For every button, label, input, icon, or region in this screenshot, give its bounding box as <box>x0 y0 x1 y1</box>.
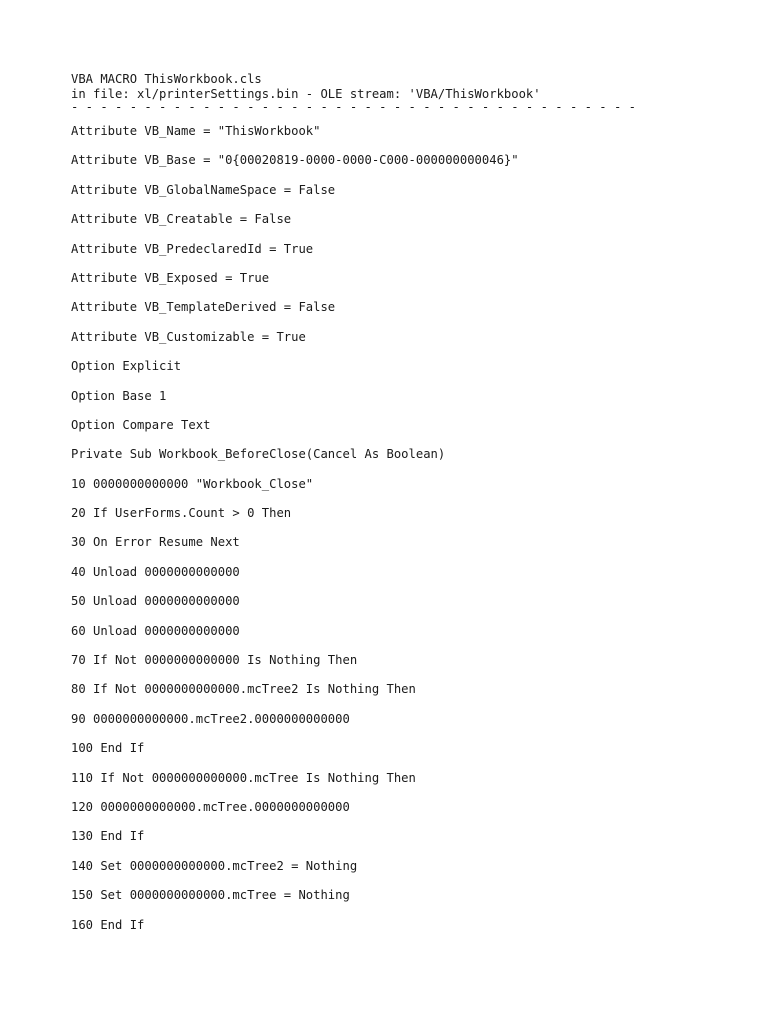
code-line: 80 If Not 0000000000000.mcTree2 Is Nothing Then <box>71 682 416 697</box>
code-line: 120 0000000000000.mcTree.0000000000000 <box>71 799 350 814</box>
code-line: 10 0000000000000 "Workbook_Close" <box>71 476 314 491</box>
code-line: Attribute VB_Base = "0{00020819-0000-0000-C000-000000000046}" <box>71 153 519 168</box>
code-line: 100 End If <box>71 741 145 756</box>
code-line: 40 Unload 0000000000000 <box>71 564 240 579</box>
code-line: 130 End If <box>71 829 145 844</box>
code-line: 70 If Not 0000000000000 Is Nothing Then <box>71 653 358 668</box>
document-page <box>71 72 731 940</box>
code-line: Option Compare Text <box>71 417 211 432</box>
separator-line: - - - - - - - - - - - - - - - - - - - - - - - - - - - - - - - - - - - - - - - <box>71 101 636 114</box>
code-line: Attribute VB_GlobalNameSpace = False <box>71 182 336 197</box>
code-line: 20 If UserForms.Count > 0 Then <box>71 506 292 521</box>
code-line: 60 Unload 0000000000000 <box>71 623 240 638</box>
code-line: Attribute VB_Exposed = True <box>71 270 270 285</box>
code-line: Attribute VB_PredeclaredId = True <box>71 241 314 256</box>
code-line: 50 Unload 0000000000000 <box>71 594 240 609</box>
code-line: 90 0000000000000.mcTree2.0000000000000 <box>71 711 350 726</box>
code-line: Private Sub Workbook_BeforeClose(Cancel As Boolean) <box>71 447 446 462</box>
macro-title: VBA MACRO ThisWorkbook.cls <box>71 72 262 86</box>
code-line: Option Base 1 <box>71 388 167 403</box>
code-listing <box>71 117 731 940</box>
code-line: 160 End If <box>71 917 145 932</box>
code-line: 140 Set 0000000000000.mcTree2 = Nothing <box>71 858 358 873</box>
code-line: Attribute VB_Creatable = False <box>71 212 292 227</box>
code-line: 110 If Not 0000000000000.mcTree Is Nothing Then <box>71 770 416 785</box>
code-line: Attribute VB_Name = "ThisWorkbook" <box>71 124 321 138</box>
macro-source: in file: xl/printerSettings.bin - OLE stream: 'VBA/ThisWorkbook' <box>71 87 541 101</box>
code-line: Attribute VB_TemplateDerived = False <box>71 300 336 315</box>
code-line: 30 On Error Resume Next <box>71 535 240 550</box>
code-line: Attribute VB_Customizable = True <box>71 329 306 344</box>
code-line: 150 Set 0000000000000.mcTree = Nothing <box>71 888 350 903</box>
code-line: Option Explicit <box>71 359 182 374</box>
